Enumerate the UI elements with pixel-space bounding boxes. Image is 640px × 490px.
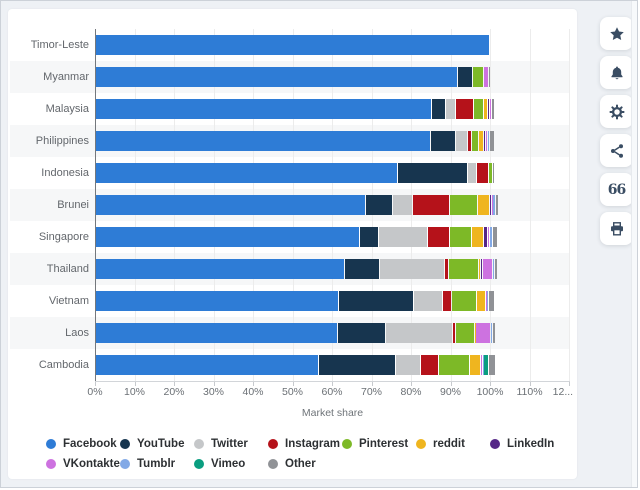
- bar-row: [96, 195, 499, 215]
- legend-marker: [46, 439, 56, 449]
- legend-item-tumblr[interactable]: [120, 457, 194, 471]
- x-axis-title: Market share: [301, 407, 364, 419]
- bar-segment-instagram[interactable]: [456, 99, 473, 119]
- bar-segment-reddit[interactable]: [479, 259, 480, 279]
- legend-label: Pinterest: [359, 438, 409, 450]
- x-tick-label: 70%: [360, 386, 383, 398]
- category-label: Myanmar: [43, 71, 89, 83]
- legend-marker: [268, 459, 278, 469]
- legend-label: Tumblr: [137, 458, 176, 470]
- bar-segment-tumblr[interactable]: [490, 227, 492, 247]
- bar-segment-vkontakte[interactable]: [484, 67, 488, 87]
- bar-segment-reddit[interactable]: [484, 99, 488, 119]
- x-tick-label: 30%: [202, 386, 225, 398]
- bar-segment-other[interactable]: [489, 355, 495, 375]
- legend-label: LinkedIn: [507, 438, 555, 450]
- legend-item-linkedin[interactable]: [490, 437, 564, 451]
- x-tick-label: 12...: [552, 386, 574, 398]
- legend: [46, 437, 570, 471]
- toolbar-button-alerts[interactable]: [600, 56, 633, 89]
- category-label: Brunei: [57, 199, 89, 211]
- bar-segment-twitter[interactable]: [468, 163, 476, 183]
- bar-segment-vkontakte[interactable]: [492, 195, 493, 215]
- bar-segment-facebook[interactable]: [96, 195, 365, 215]
- bar-segment-youtube[interactable]: [432, 99, 445, 119]
- bar-segment-pinterest[interactable]: [473, 67, 483, 87]
- bar-segment-pinterest[interactable]: [439, 355, 469, 375]
- bar-row: [96, 291, 495, 311]
- bar-segment-tumblr[interactable]: [493, 195, 495, 215]
- bar-segment-other[interactable]: [493, 163, 494, 183]
- bar-segment-other[interactable]: [489, 67, 490, 87]
- legend-item-facebook[interactable]: [46, 437, 120, 451]
- toolbar-button-settings[interactable]: [600, 95, 633, 128]
- gridline: [530, 29, 531, 381]
- bar-segment-youtube[interactable]: [339, 291, 413, 311]
- bar-segment-linkedin[interactable]: [484, 131, 485, 151]
- toolbar-button-share[interactable]: [600, 134, 633, 167]
- bar-segment-reddit[interactable]: [470, 355, 479, 375]
- bar-segment-reddit[interactable]: [475, 323, 476, 343]
- legend-item-instagram[interactable]: [268, 437, 342, 451]
- bar-segment-instagram[interactable]: [453, 323, 455, 343]
- x-tick-label: 50%: [281, 386, 304, 398]
- legend-marker: [268, 439, 278, 449]
- x-tick-label: 60%: [321, 386, 343, 398]
- bar-segment-other[interactable]: [493, 227, 497, 247]
- page-right-gutter: [631, 1, 637, 487]
- bar-segment-youtube[interactable]: [319, 355, 395, 375]
- legend-label: Twitter: [211, 438, 248, 450]
- bar-segment-facebook[interactable]: [96, 323, 337, 343]
- category-label: Singapore: [38, 231, 89, 243]
- x-tick-label: 100%: [476, 386, 504, 398]
- chart-card: [8, 9, 577, 479]
- bar-segment-youtube[interactable]: [366, 195, 392, 215]
- bar-row: [96, 323, 496, 343]
- bar-segment-facebook[interactable]: [96, 35, 489, 55]
- bar-segment-linkedin[interactable]: [484, 227, 487, 247]
- category-label: Timor-Leste: [30, 39, 89, 51]
- legend-item-pinterest[interactable]: [342, 437, 416, 451]
- bar-segment-vkontakte[interactable]: [476, 323, 490, 343]
- bar-segment-linkedin[interactable]: [488, 99, 489, 119]
- legend-marker: [416, 439, 426, 449]
- legend-item-vkontakte[interactable]: [46, 457, 120, 471]
- bar-segment-reddit[interactable]: [479, 131, 483, 151]
- legend-label: VKontakte: [63, 458, 120, 470]
- bar-segment-vimeo[interactable]: [484, 355, 488, 375]
- legend-marker: [194, 459, 204, 469]
- legend-item-youtube[interactable]: [120, 437, 194, 451]
- legend-label: Vimeo: [211, 458, 246, 470]
- bar-segment-linkedin[interactable]: [490, 195, 491, 215]
- bar-row: [96, 99, 495, 119]
- bar-segment-instagram[interactable]: [428, 227, 449, 247]
- x-tick-label: 110%: [516, 386, 543, 398]
- x-axis-line: [95, 381, 570, 382]
- x-tick-label: 40%: [242, 386, 264, 398]
- bar-segment-vkontakte[interactable]: [486, 291, 487, 311]
- bar-segment-instagram[interactable]: [477, 163, 488, 183]
- bar-segment-youtube[interactable]: [338, 323, 385, 343]
- bar-segment-twitter[interactable]: [456, 131, 467, 151]
- side-toolbar: [600, 17, 633, 251]
- bar-segment-facebook[interactable]: [96, 131, 430, 151]
- bar-segment-facebook[interactable]: [96, 99, 431, 119]
- legend-item-reddit[interactable]: [416, 437, 490, 451]
- bar-segment-tumblr[interactable]: [483, 355, 484, 375]
- bar-segment-youtube[interactable]: [398, 163, 467, 183]
- bar-segment-other[interactable]: [496, 195, 497, 215]
- bar-segment-facebook[interactable]: [96, 163, 397, 183]
- bar-row: [96, 355, 496, 375]
- gear-icon: [609, 104, 625, 120]
- bar-segment-tumblr[interactable]: [487, 291, 488, 311]
- category-label: Malaysia: [45, 103, 89, 115]
- legend-marker: [490, 439, 500, 449]
- x-tick-label: 0%: [87, 386, 103, 398]
- bar-segment-vkontakte[interactable]: [481, 355, 482, 375]
- legend-label: YouTube: [137, 438, 185, 450]
- legend-marker: [120, 439, 130, 449]
- legend-label: Facebook: [63, 438, 117, 450]
- bar-segment-facebook[interactable]: [96, 259, 344, 279]
- bar-segment-reddit[interactable]: [478, 195, 489, 215]
- category-label: Philippines: [35, 135, 89, 147]
- bar-segment-youtube[interactable]: [458, 67, 471, 87]
- legend-label: reddit: [433, 438, 465, 450]
- bar-row: [96, 163, 495, 183]
- bar-segment-tumblr[interactable]: [491, 323, 492, 343]
- bar-segment-tumblr[interactable]: [493, 259, 494, 279]
- bar-segment-vkontakte[interactable]: [486, 131, 487, 151]
- legend-marker: [46, 459, 56, 469]
- bar-segment-twitter[interactable]: [446, 99, 455, 119]
- legend-item-vimeo[interactable]: [194, 457, 268, 471]
- bar-segment-other[interactable]: [492, 99, 494, 119]
- x-tick-label: 10%: [123, 386, 146, 398]
- category-label: Laos: [65, 327, 89, 339]
- bar-segment-pinterest[interactable]: [474, 99, 482, 119]
- legend-label: Instagram: [285, 438, 340, 450]
- printer-icon: [609, 221, 625, 237]
- gridline: [569, 29, 570, 381]
- star-icon: [609, 26, 625, 42]
- bar-segment-youtube[interactable]: [360, 227, 379, 247]
- bar-segment-facebook[interactable]: [96, 67, 457, 87]
- bar-segment-youtube[interactable]: [431, 131, 455, 151]
- legend-marker: [120, 459, 130, 469]
- bar-segment-instagram[interactable]: [443, 291, 452, 311]
- category-label: Indonesia: [41, 167, 89, 179]
- bar-segment-pinterest[interactable]: [449, 259, 477, 279]
- bar-segment-twitter[interactable]: [396, 355, 420, 375]
- bar-segment-instagram[interactable]: [413, 195, 449, 215]
- legend-item-twitter[interactable]: [194, 437, 268, 451]
- bar-segment-reddit[interactable]: [472, 227, 482, 247]
- bar-segment-pinterest[interactable]: [456, 323, 474, 343]
- bar-segment-pinterest[interactable]: [450, 227, 471, 247]
- bar-row: [96, 131, 495, 151]
- bar-segment-pinterest[interactable]: [472, 131, 478, 151]
- quote-icon: 66: [607, 182, 626, 198]
- bar-segment-youtube[interactable]: [345, 259, 379, 279]
- bar-segment-twitter[interactable]: [379, 227, 427, 247]
- bar-segment-other[interactable]: [489, 291, 494, 311]
- legend-marker: [342, 439, 352, 449]
- toolbar-button-print[interactable]: [600, 212, 633, 245]
- bar-row: [96, 67, 491, 87]
- x-tick-label: 90%: [439, 386, 462, 398]
- bar-segment-reddit[interactable]: [477, 291, 485, 311]
- toolbar-button-cite[interactable]: [600, 173, 633, 206]
- bar-segment-linkedin[interactable]: [481, 259, 482, 279]
- bar-segment-other[interactable]: [495, 259, 497, 279]
- bar-segment-instagram[interactable]: [421, 355, 438, 375]
- bar-segment-tumblr[interactable]: [488, 131, 489, 151]
- bar-segment-facebook[interactable]: [96, 355, 318, 375]
- bar-row: [96, 227, 498, 247]
- plot-area: [8, 9, 577, 429]
- bar-segment-pinterest[interactable]: [450, 195, 477, 215]
- bar-segment-other[interactable]: [490, 131, 494, 151]
- legend-item-other[interactable]: [268, 457, 342, 471]
- bar-segment-twitter[interactable]: [414, 291, 442, 311]
- bar-segment-vkontakte[interactable]: [483, 259, 492, 279]
- x-tick-label: 20%: [163, 386, 185, 398]
- bar-segment-instagram[interactable]: [445, 259, 449, 279]
- bell-icon: [609, 65, 625, 81]
- bar-segment-instagram[interactable]: [468, 131, 471, 151]
- bar-segment-other[interactable]: [493, 323, 495, 343]
- legend-marker: [194, 439, 204, 449]
- bar-segment-vkontakte[interactable]: [488, 227, 489, 247]
- x-tick-label: 80%: [400, 386, 422, 398]
- bar-segment-twitter[interactable]: [380, 259, 444, 279]
- legend-label: Other: [285, 458, 316, 470]
- category-label: Thailand: [46, 263, 89, 275]
- bar-segment-twitter[interactable]: [393, 195, 412, 215]
- bar-segment-facebook[interactable]: [96, 227, 359, 247]
- bar-row: [96, 35, 490, 55]
- bar-segment-facebook[interactable]: [96, 291, 338, 311]
- bar-row: [96, 259, 498, 279]
- category-label: Vietnam: [48, 295, 89, 307]
- bar-segment-pinterest[interactable]: [452, 291, 476, 311]
- category-label: Cambodia: [38, 359, 89, 371]
- toolbar-button-favorite[interactable]: [600, 17, 633, 50]
- bar-segment-vkontakte[interactable]: [490, 99, 491, 119]
- bar-segment-twitter[interactable]: [386, 323, 452, 343]
- bar-segment-pinterest[interactable]: [489, 163, 493, 183]
- share-icon: [609, 143, 625, 159]
